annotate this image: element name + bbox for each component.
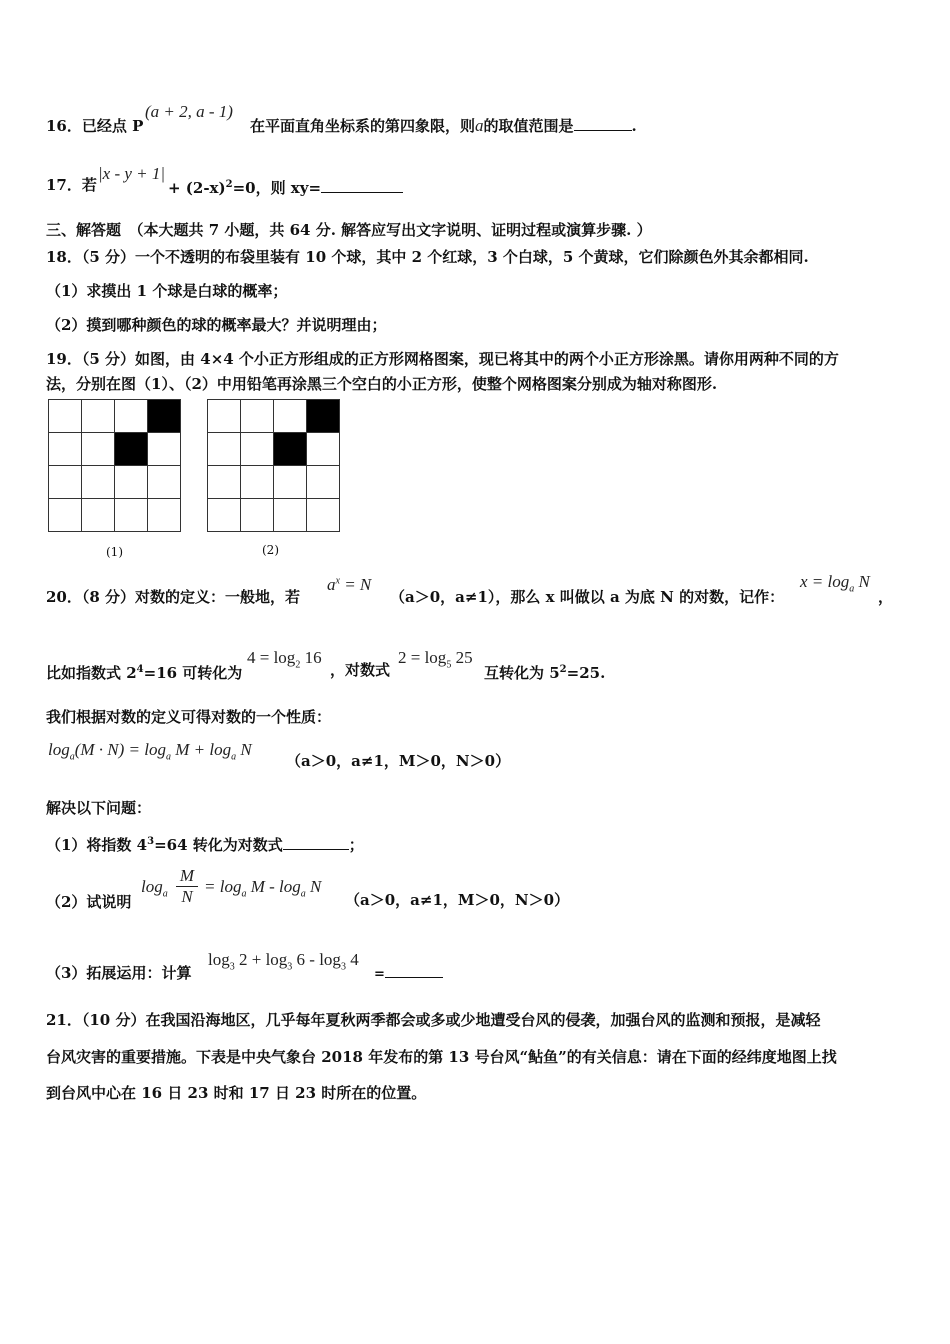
q20-property-formula: $\log_a(M \cdot N) = \log_a M + \log_a N$ xyxy=(48,740,252,763)
answer-blank[interactable] xyxy=(574,116,632,131)
q16-text: 在平面直角坐标系的第四象限，则a的取值范围是 . xyxy=(250,116,637,135)
grid-figure-2[interactable] xyxy=(207,399,340,532)
grid-cell[interactable] xyxy=(208,499,241,532)
q20-example-d: 互转化为 $5^2=25$. xyxy=(484,664,606,682)
grid-cell[interactable] xyxy=(241,499,274,532)
grid-cell[interactable] xyxy=(115,466,148,499)
q20-sub2-rhs: = $\log_a M - \log_a N$ xyxy=(204,877,322,900)
grid-cell[interactable] xyxy=(241,400,274,433)
q18-part2: （2）摸到哪种颜色的球的概率最大？并说明理由； xyxy=(46,316,387,334)
grid-cell[interactable] xyxy=(274,400,307,433)
grid-cell[interactable] xyxy=(82,499,115,532)
q20-sub3-equals: = xyxy=(374,963,443,985)
q20-sub2-fraction: $\frac{M}{N}$ xyxy=(176,866,198,907)
q20-comma: ， xyxy=(878,588,894,606)
q16-line: 16．已经点 P xyxy=(46,117,144,135)
grid-cell[interactable] xyxy=(307,466,340,499)
q17-line: 17．若 xyxy=(46,176,97,194)
q19-line1: 19．（5 分）如图，由 4×4 个小正方形组成的正方形网格图案，现已将其中的两个小正方形涂黑。请你用两种不同的方 xyxy=(46,350,839,368)
grid-cell[interactable] xyxy=(208,400,241,433)
answer-blank[interactable] xyxy=(385,963,443,978)
grid-cell[interactable] xyxy=(208,433,241,466)
q20-property-conditions: （a＞0，a≠1，M＞0，N＞0） xyxy=(286,752,511,770)
q20-sub2-log: $\log_a$ xyxy=(141,877,168,900)
q17-abs: |x - y + 1| xyxy=(98,164,166,183)
q20-def-log: $x = \log_a N$ xyxy=(800,572,870,595)
q20-sub2-label: （2）试说明 xyxy=(46,893,132,911)
grid-cell[interactable] xyxy=(49,400,82,433)
q20-sub1: （1）将指数 $4^3=64$ 转化为对数式 ； xyxy=(46,836,364,854)
q21-line1: 21．（10 分）在我国沿海地区，几乎每年夏秋两季都会或多或少地遭受台风的侵袭，加强台风的监测和预报，是减轻 xyxy=(46,1011,821,1029)
grid-cell-black xyxy=(148,400,181,433)
q20-def-exp: $a^x = N$ xyxy=(327,575,372,594)
q20-example-a: 比如指数式 $2^4=16$ 可转化为 xyxy=(46,664,243,682)
q20-sub2-conditions: （a＞0，a≠1，M＞0，N＞0） xyxy=(345,891,570,909)
grid-figure-1[interactable] xyxy=(48,399,181,532)
grid-cell-black xyxy=(307,400,340,433)
grid-cell[interactable] xyxy=(115,499,148,532)
grid-cell[interactable] xyxy=(82,400,115,433)
q20-solve-heading: 解决以下问题： xyxy=(46,799,152,817)
grid-cell[interactable] xyxy=(82,466,115,499)
grid-cell[interactable] xyxy=(241,433,274,466)
q21-line3: 到台风中心在 16 日 23 时和 17 日 23 时所在的位置。 xyxy=(46,1084,427,1102)
grid-cell[interactable] xyxy=(49,433,82,466)
grid-cell-black xyxy=(274,433,307,466)
figure-caption-2: (2) xyxy=(262,543,279,557)
q18-part1: （1）求摸出 1 个球是白球的概率； xyxy=(46,282,288,300)
grid-cell[interactable] xyxy=(148,499,181,532)
section-heading: 三、解答题 （本大题共 7 小题，共 64 分. 解答应写出文字说明、证明过程或演算步骤. ） xyxy=(46,221,652,239)
q20-example-log2: $2 = \log_5 25$ xyxy=(398,648,473,671)
q20-sub3-expr: $\log_3 2 + \log_3 6 - \log_3 4$ xyxy=(208,950,359,973)
q19-line2: 法，分别在图（1）、（2）中用铅笔再涂黑三个空白的小正方形，使整个网格图案分别成为轴对称图形. xyxy=(46,375,718,393)
grid-cell[interactable] xyxy=(274,499,307,532)
grid-cell[interactable] xyxy=(208,466,241,499)
grid-cell[interactable] xyxy=(82,433,115,466)
q20-property-intro: 我们根据对数的定义可得对数的一个性质： xyxy=(46,708,332,726)
grid-cell[interactable] xyxy=(49,466,82,499)
q21-line2: 台风灾害的重要措施。下表是中央气象台 2018 年发布的第 13 号台风“鲇鱼”的有关信息：请在下面的经纬度地图上找 xyxy=(46,1048,837,1066)
grid-cell[interactable] xyxy=(115,400,148,433)
grid-cell-black xyxy=(115,433,148,466)
q20-sub3-label: （3）拓展运用：计算 xyxy=(46,964,192,982)
grid-cell[interactable] xyxy=(241,466,274,499)
q20-def-text: （a＞0，a≠1），那么 x 叫做以 a 为底 N 的对数，记作： xyxy=(390,588,785,606)
answer-blank[interactable] xyxy=(283,835,349,850)
figure-caption-1: (1) xyxy=(106,545,123,559)
grid-cell[interactable] xyxy=(49,499,82,532)
grid-cell[interactable] xyxy=(274,466,307,499)
q20-example-c: ，对数式 xyxy=(330,661,391,679)
grid-cell[interactable] xyxy=(307,433,340,466)
q17-text: + $(2-x)^2=0$，则 xy= xyxy=(168,175,403,198)
grid-cell[interactable] xyxy=(148,466,181,499)
q16-coordinate: (a + 2, a - 1) xyxy=(145,102,233,121)
q18-stem: 18．（5 分）一个不透明的布袋里装有 10 个球，其中 2 个红球，3 个白球，5 个黄球，它们除颜色外其余都相同. xyxy=(46,248,809,266)
q20-example-log1: $4 = \log_2 16$ xyxy=(247,648,322,671)
answer-blank[interactable] xyxy=(321,178,403,193)
q20-intro: 20．（8 分）对数的定义：一般地，若 xyxy=(46,588,301,606)
grid-cell[interactable] xyxy=(307,499,340,532)
grid-cell[interactable] xyxy=(148,433,181,466)
